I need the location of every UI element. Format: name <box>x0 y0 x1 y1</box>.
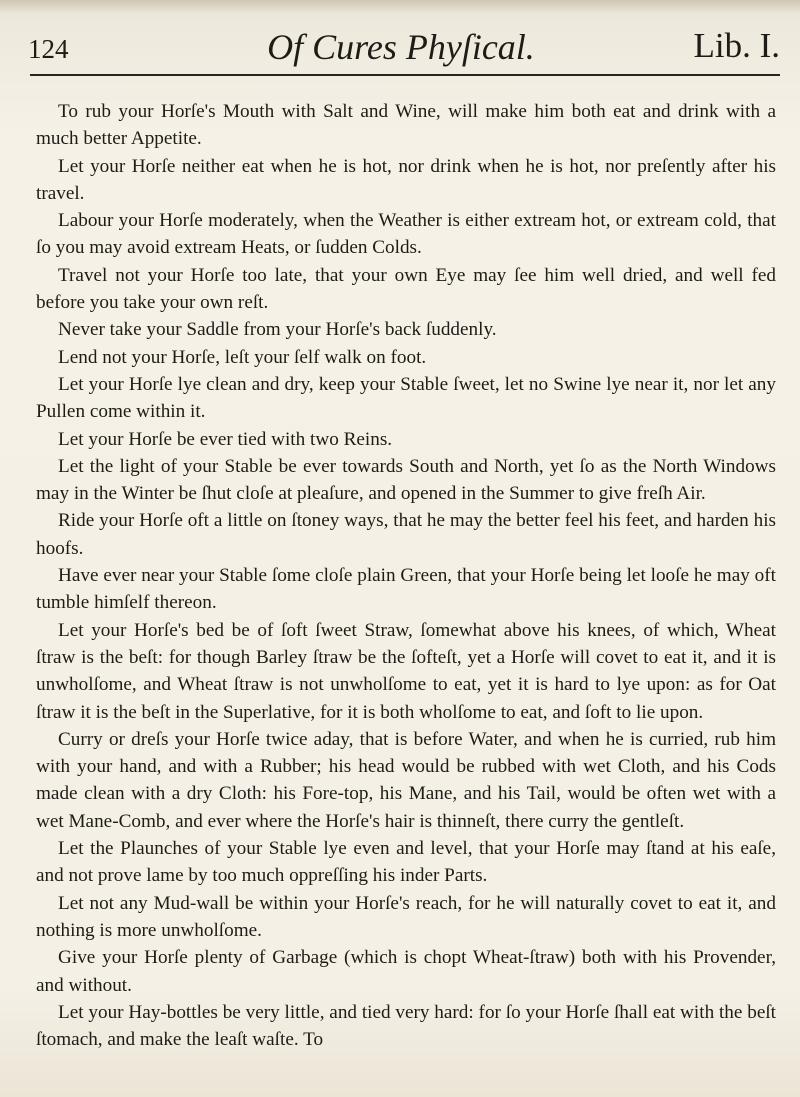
paragraph: Let the light of your Stable be ever towards South and North, yet ſo as the North Windows may in the Winter be ſhut cloſe at pleaſure, and opened in the Summer to give freſh Air. <box>36 455 776 505</box>
paragraph: Never take your Saddle from your Horſe's back ſuddenly. <box>58 319 497 341</box>
book-reference: Lib. I. <box>693 26 780 65</box>
paragraph: Let your Horſe's bed be of ſoft ſweet Straw, ſomewhat above his knees, of which, Wheat ſtraw is the beſt: for though Barley ſtraw be the ſofteſt, yet a Horſe will covet to eat it, and it is unwholſome, and Wheat ſtraw is not unwholſome to eat, yet it is hard to lye upon: as for Oat ſtraw it is the beſt in the Superlative, for it is both wholſome to eat, and ſoft to lie upon. <box>36 619 776 723</box>
paragraph: To rub your Horſe's Mouth with Salt and Wine, will make him both eat and drink with a much better Appetite. <box>36 101 776 150</box>
paragraph: Have ever near your Stable ſome cloſe plain Green, that your Horſe being let looſe he may oft tumble himſelf thereon. <box>36 565 776 614</box>
page-top-edge <box>0 0 800 14</box>
running-head <box>22 26 780 68</box>
paragraph: Labour your Horſe moderately, when the Weather is either extream hot, or extream cold, that ſo you may avoid extream Heats, or ſudden Colds. <box>36 210 776 259</box>
paragraph: Curry or dreſs your Horſe twice aday, that is before Water, and when he is curried, rub him with your hand, and with a Rubber; his head would be rubbed with wet Cloth, and his Cods made clean with a dry Cloth: his Fore-top, his Mane, and his Tail, would be often wet with a wet Mane-Comb, and ever where the Horſe's hair is thinneſt, there curry the gentleſt. <box>36 728 776 832</box>
paragraph: Let not any Mud-wall be within your Horſe's reach, for he will naturally covet to eat it, and nothing is more unwholſome. <box>36 892 776 941</box>
paragraph: Let your Hay-bottles be very little, and tied very hard: for ſo your Horſe ſhall eat with the beſt ſtomach, and make the leaſt waſte. To <box>36 1001 776 1051</box>
paragraph: Let your Horſe neither eat when he is hot, nor drink when he is hot, nor preſently after his travel. <box>36 155 776 204</box>
paragraph: Lend not your Horſe, leſt your ſelf walk on foot. <box>58 346 427 368</box>
running-title: Of Cures Phyſical. <box>267 27 535 67</box>
paragraph: Let the Plaunches of your Stable lye even and level, that your Horſe may ſtand at his eaſe, and not prove lame by too much oppreſſing his inder Parts. <box>36 838 776 887</box>
body-text <box>36 98 776 1053</box>
page-number: 124 <box>28 34 69 64</box>
paragraph: Travel not your Horſe too late, that your own Eye may ſee him well dried, and well fed before you take your own reſt. <box>36 264 776 314</box>
paragraph: Give your Horſe plenty of Garbage (which is chopt Wheat-ſtraw) both with his Provender, and without. <box>36 947 776 996</box>
header-rule <box>30 74 780 76</box>
paragraph: Let your Horſe lye clean and dry, keep your Stable ſweet, let no Swine lye near it, nor let any Pullen come within it. <box>36 373 776 423</box>
paragraph: Let your Horſe be ever tied with two Reins. <box>58 428 393 450</box>
paragraph: Ride your Horſe oft a little on ſtoney ways, that he may the better feel his feet, and harden his hoofs. <box>36 510 776 559</box>
